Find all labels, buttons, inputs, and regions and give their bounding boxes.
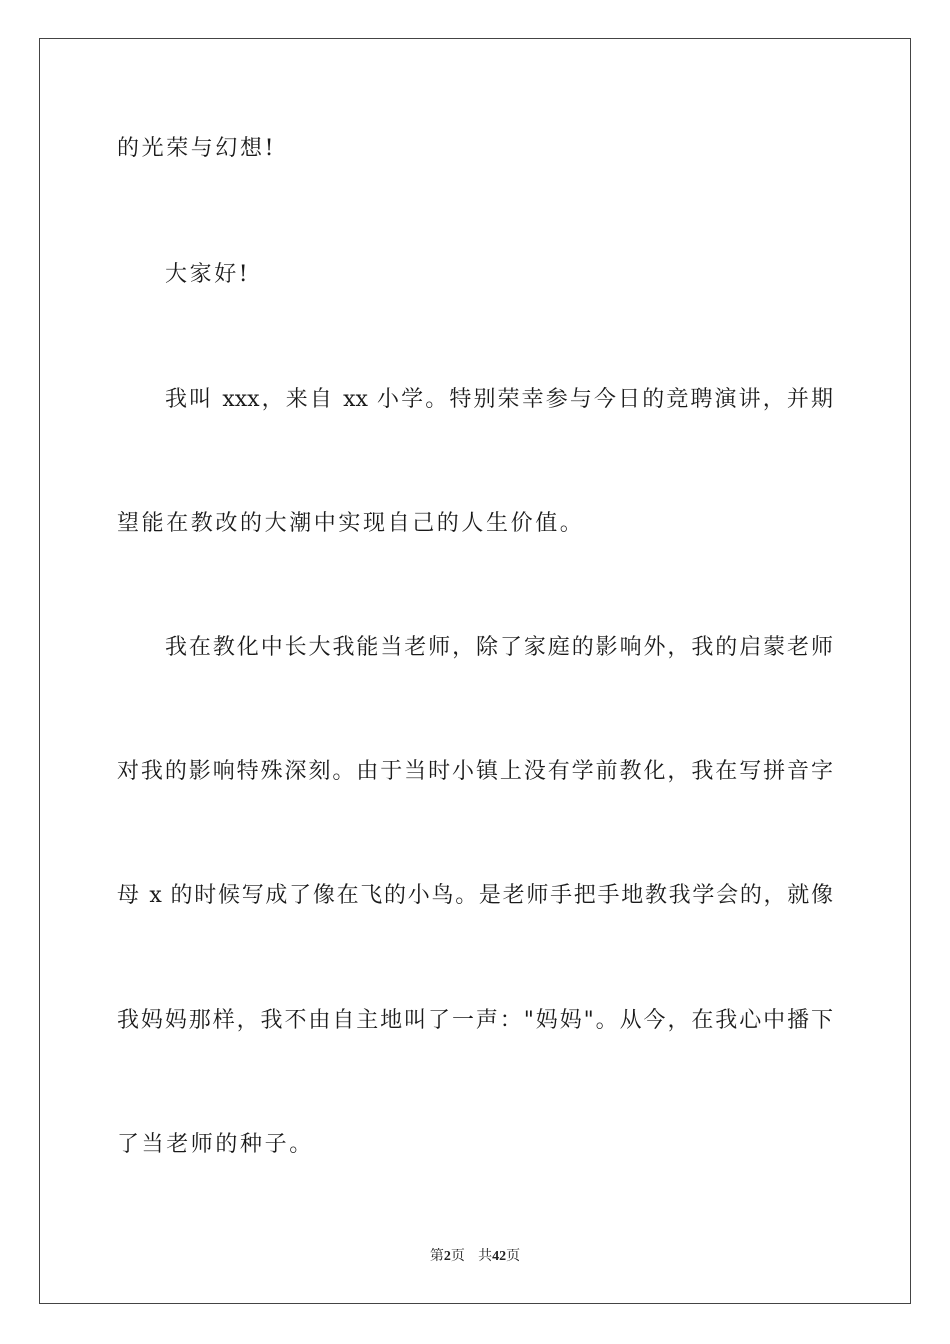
- total-page-count: 42: [492, 1249, 507, 1264]
- paragraph-2-line-1: 我在教化中长大我能当老师，除了家庭的影响外，我的启蒙老师: [165, 635, 833, 660]
- paragraph-1-line-2: 望能在教改的大潮中实现自己的人生价值。: [117, 511, 585, 536]
- page-footer: [0, 1246, 950, 1267]
- paragraph-2-line-3: 母 x 的时候写成了像在飞的小鸟。是老师手把手地教我学会的，就像: [117, 883, 833, 908]
- page-border: [39, 38, 911, 1304]
- footer-mid: 页 共: [450, 1248, 493, 1264]
- paragraph-2-line-4: 我妈妈那样，我不由自主地叫了一声："妈妈"。从今，在我心中播下: [117, 1008, 833, 1033]
- footer-suffix: 页: [506, 1248, 521, 1264]
- paragraph-2-line-2: 对我的影响特殊深刻。由于当时小镇上没有学前教化，我在写拼音字: [117, 759, 833, 784]
- footer-prefix: 第: [429, 1248, 444, 1264]
- greeting-line: 大家好!: [165, 262, 251, 287]
- current-page-number: 2: [443, 1249, 451, 1264]
- paragraph-1-line-1: 我叫 xxx，来自 xx 小学。特别荣幸参与今日的竞聘演讲，并期: [165, 387, 833, 412]
- text-line-1: 的光荣与幻想!: [117, 136, 277, 161]
- paragraph-2-line-5: 了当老师的种子。: [117, 1132, 314, 1157]
